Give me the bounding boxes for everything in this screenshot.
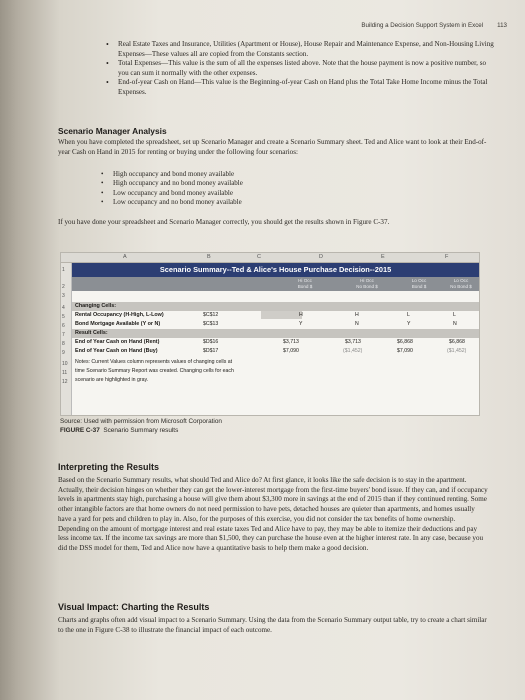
scenario-list — [104, 170, 404, 208]
row-number: 12 — [62, 379, 68, 385]
scenario-value: $6,868 — [397, 339, 413, 345]
figure-caption-label: FIGURE C-37 — [60, 427, 100, 434]
row-number: 8 — [62, 341, 65, 347]
bond-row-label: Bond Mortgage Available (Y or N) — [75, 321, 161, 327]
column-letter: E — [381, 254, 385, 260]
scenario-closing: If you have done your spreadsheet and Scenario Manager correctly, you should get the results shown in Figure C-37. — [58, 218, 390, 226]
scenario-value: ($1,452) — [343, 348, 363, 354]
cell-ref: $C$12 — [203, 312, 219, 318]
scenario-value: $3,713 — [283, 339, 299, 345]
column-header-bar — [61, 253, 479, 263]
figure-caption-text: Scenario Summary results — [103, 427, 179, 434]
scenario-value: $3,713 — [345, 339, 361, 345]
row-number: 9 — [62, 350, 65, 356]
scenario-heading: Scenario Manager Analysis — [58, 126, 167, 136]
bullet-item: • Real Estate Taxes and Insurance, Utilities (Apartment or House), House Repair and Maintenance Expense, and Non-Housing Living Expenses—These values all are copied from the Constants section. — [108, 40, 496, 59]
scenario-value: H — [299, 312, 303, 318]
occupancy-row-label: Rental Occupancy (H-High, L-Low) — [75, 312, 164, 318]
scenario-summary-figure — [60, 252, 480, 416]
scenario-header-band — [72, 277, 479, 291]
scenario-intro: When you have completed the spreadsheet, set up Scenario Manager and create a Scenario Summary sheet. Ted and Alice want to look at their End-of-year Cash on Hand in 2015 for renting or buying under the following four scenarios: — [58, 138, 487, 156]
scenario-item: • High occupancy and bond money available — [104, 170, 404, 179]
current-value-cell — [261, 311, 302, 319]
scenario-item: • High occupancy and no bond money available — [104, 179, 404, 188]
visual-impact-heading: Visual Impact: Charting the Results — [58, 602, 210, 612]
scenario-item: • Low occupancy and bond money available — [104, 189, 404, 198]
row-number: 1 — [62, 267, 65, 273]
visual-impact-body: Charts and graphs often add visual impact to a Scenario Summary. Using the data from the Scenario Summary output table, try to create a chart similar to the one in Figure C-38 to illustrate the financial impact of each outcome. — [58, 616, 487, 634]
scenario-value: $7,090 — [397, 348, 413, 354]
figure-note-line: Notes: Current Values column represents values of changing cells at — [75, 359, 233, 365]
scenario-value: $6,868 — [449, 339, 465, 345]
figure-note-line: scenario are highlighted in gray. — [75, 377, 149, 383]
running-title: Building a Decision Support System in Excel — [361, 22, 484, 29]
result-cells-label: Result Cells: — [75, 330, 108, 336]
scenario-header: No Bond $ — [450, 284, 472, 289]
scenario-header: Hi Occ — [298, 278, 312, 283]
scenario-item: • Low occupancy and no bond money available — [104, 198, 404, 207]
row-number: 7 — [62, 332, 65, 338]
interpreting-body: Based on the Scenario Summary results, what should Ted and Alice do? At first glance, it looks like the safe decision is to stay in the apartment. Actually, their decision hinges on whether they can get the lower-interest mortgage from the first-time buyers' bond issue. If they can, and if occupancy levels in apartments stay high, purchasing a house will give them about $3,300 more in savings at the end of 2015 than if they continued renting. Some other intangible factors are that home owners do not need permission to have pets, detached houses are quieter than apartments, and homes usually have a yard for pets and children to play in. Also, for the purposes of this exercise, you did not consider the tax benefits of home ownership. Depending on the amount of mortgage interest and real estate taxes Ted and Alice have to pay, they may be able to itemize their deductions and pay less income tax. If the income tax savings are more than $1,500, they can purchase the house even at the higher interest rate. In any case, because you did the DSS model for them, Ted and Alice now have a quantitative basis to help them make a good decision. — [58, 476, 488, 552]
column-letter: F — [445, 254, 449, 260]
rent-row-label: End of Year Cash on Hand (Rent) — [75, 339, 160, 345]
changing-cells-header-row — [72, 302, 479, 311]
scenario-value: N — [453, 321, 457, 327]
cell-ref: $D$16 — [203, 339, 219, 345]
figure-note-line: time Scenario Summary Report was created. Changing cells for each — [75, 368, 234, 374]
cell-ref: $D$17 — [203, 348, 219, 354]
scenario-header: Bond $ — [411, 284, 427, 289]
scenario-value: N — [355, 321, 359, 327]
scenario-value: H — [355, 312, 359, 318]
cell-ref: $C$13 — [203, 321, 219, 327]
page-number: 113 — [497, 22, 507, 29]
figure-source: Source: Used with permission from Microsoft Corporation — [60, 418, 222, 425]
row-number: 4 — [62, 305, 65, 311]
figure-caption — [60, 427, 178, 434]
scenario-header: Lo Occ — [411, 278, 427, 283]
running-header — [361, 22, 507, 29]
buy-row-label: End of Year Cash on Hand (Buy) — [75, 348, 158, 354]
result-cells-header-row — [72, 329, 479, 338]
bullet-item: • End-of-year Cash on Hand—This value is the Beginning-of-year Cash on Hand plus the Total Take Home Income minus the Total Expenses. — [108, 78, 496, 97]
textbook-page — [18, 0, 525, 700]
column-letter: C — [257, 254, 261, 260]
scenario-header: Lo Occ — [453, 278, 469, 283]
row-number-gutter — [61, 263, 72, 415]
summary-title-band: Scenario Summary--Ted & Alice's House Purchase Decision--2015 — [72, 263, 479, 277]
row-number: 5 — [62, 314, 65, 320]
scenario-value: Y — [407, 321, 411, 327]
bullet-item: • Total Expenses—This value is the sum of all the expenses listed above. Note that the house payment is now a positive number, so you can sum it normally with the other expenses. — [108, 59, 496, 78]
scenario-value: L — [407, 312, 410, 318]
column-letter: A — [123, 254, 127, 260]
scenario-value: L — [453, 312, 456, 318]
column-letter: D — [319, 254, 323, 260]
scenario-header: No Bond $ — [356, 284, 378, 289]
row-number: 3 — [62, 293, 65, 299]
row-number: 2 — [62, 284, 65, 290]
scenario-header: Bond $ — [297, 284, 313, 289]
row-number: 6 — [62, 323, 65, 329]
scenario-value: Y — [299, 321, 303, 327]
expense-bullet-list — [108, 40, 496, 98]
row-number: 11 — [62, 370, 68, 376]
interpreting-heading: Interpreting the Results — [58, 462, 160, 472]
changing-cells-label: Changing Cells: — [75, 303, 117, 309]
scenario-value: $7,090 — [283, 348, 299, 354]
scenario-header: Hi Occ — [360, 278, 374, 283]
scenario-value: ($1,452) — [447, 348, 467, 354]
column-letter: B — [207, 254, 211, 260]
row-number: 10 — [62, 361, 68, 367]
